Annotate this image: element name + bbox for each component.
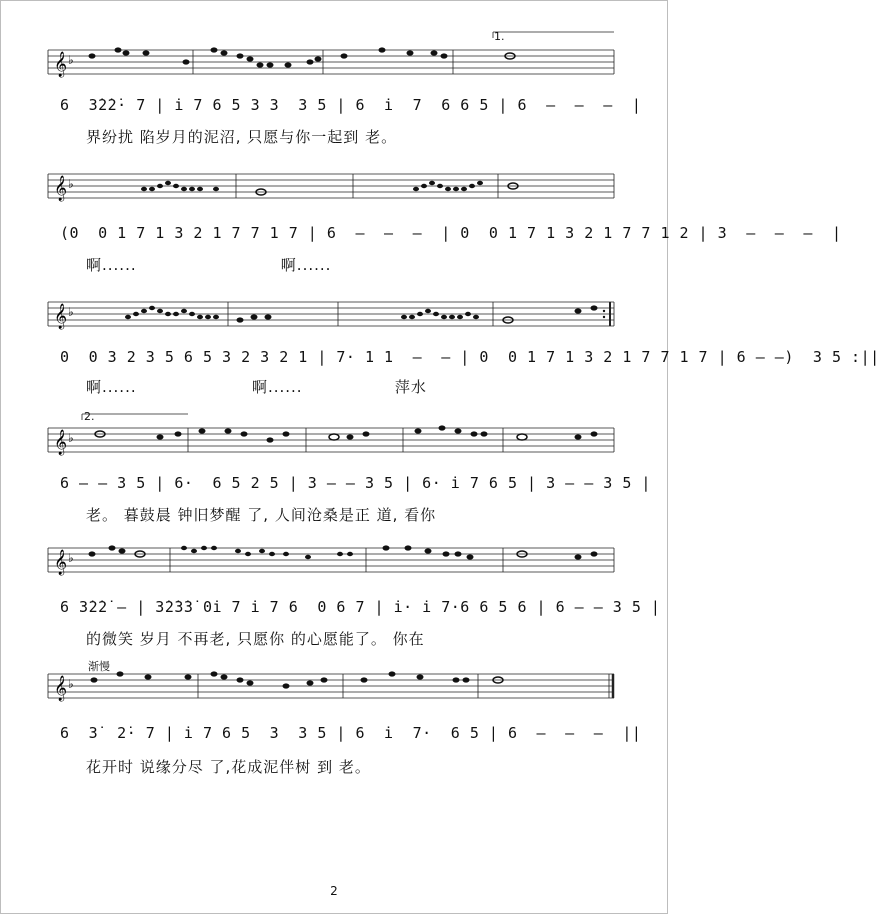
- svg-text:♭: ♭: [68, 551, 74, 565]
- treble-clef-icon: 𝄞: [54, 176, 68, 201]
- staff-3: [48, 296, 616, 329]
- svg-text:♭: ♭: [68, 305, 74, 319]
- staff-1: [48, 44, 616, 77]
- volta-marker: 2.: [84, 410, 95, 423]
- svg-text:♭: ♭: [68, 177, 74, 191]
- svg-text:♭: ♭: [68, 431, 74, 445]
- staff-lines: [48, 668, 616, 708]
- staff-5: [48, 542, 616, 575]
- treble-clef-icon: 𝄞: [54, 304, 68, 329]
- staff-lines: [48, 296, 616, 336]
- treble-clef-icon: 𝄞: [54, 676, 68, 701]
- jianpu-line-2: (0 0 1 7 1 3 2 1 7 7 1 7 | 6 – – – | 0 0 1 7 1 3 2 1 7 7 1 2 | 3 – – – |: [60, 224, 842, 242]
- treble-clef-icon: 𝄞: [54, 430, 68, 455]
- svg-text:♭: ♭: [68, 677, 74, 691]
- treble-clef-icon: 𝄞: [54, 52, 68, 77]
- staff-6: [48, 668, 616, 701]
- page-number: 2: [330, 884, 338, 898]
- lyrics-line-1: 界纷扰 陷岁月的泥沼, 只愿与你一起到 老。: [86, 128, 398, 146]
- staff-lines: [48, 44, 616, 84]
- staff-lines: [48, 542, 616, 582]
- tempo-marking: 渐慢: [88, 660, 110, 673]
- lyrics-line-5: 的微笑 岁月 不再老, 只愿你 的心愿能了。 你在: [86, 630, 425, 648]
- staff-4: [48, 422, 616, 455]
- treble-clef-icon: 𝄞: [54, 550, 68, 575]
- lyrics-line-4: 老。 暮鼓晨 钟旧梦醒 了, 人间沧桑是正 道, 看你: [86, 506, 437, 524]
- repeat-volta-marker: 1.: [494, 30, 505, 43]
- jianpu-line-1: 6 3̇2̇2̇· 7 | i̇ 7 6 5 3 3 3 5 | 6 i̇ 7 6 6 5 | 6 – – – |: [60, 96, 642, 114]
- lyrics-line-6: 花开时 说缘分尽 了,花成泥伴树 到 老。: [86, 758, 371, 776]
- staff-lines: [48, 422, 616, 462]
- jianpu-line-6: 6 3̇ 2̇· 7 | i̇ 7 6 5 3 3 5 | 6 i̇ 7· 6 5 | 6 – – – ||: [60, 724, 642, 742]
- lyrics-line-2: 啊...... 啊......: [86, 256, 332, 274]
- jianpu-line-4: 6 – – 3 5 | 6· 6 5 2 5 | 3 – – 3 5 | 6· i̇ 7 6 5 | 3 – – 3 5 |: [60, 474, 651, 492]
- svg-text:♭: ♭: [68, 53, 74, 67]
- jianpu-line-5: 6 3̇2̇2̇ – | 3̇2̇3̇3̇ 0i̇ 7 i̇ 7 6 0 6 7 | i̇· i̇ 7·6 6 5 6 | 6 – – 3 5 |: [60, 598, 661, 616]
- lyrics-line-3: 啊...... 啊...... 萍水: [86, 378, 427, 396]
- staff-lines: [48, 168, 616, 208]
- jianpu-line-3: 0 0 3 2 3 5 6 5 3 2 3 2 1 | 7· 1 1 – – | 0 0 1 7 1 3 2 1 7 7 1 7 | 6 – –) 3 5 :||: [60, 348, 880, 366]
- staff-2: [48, 168, 616, 201]
